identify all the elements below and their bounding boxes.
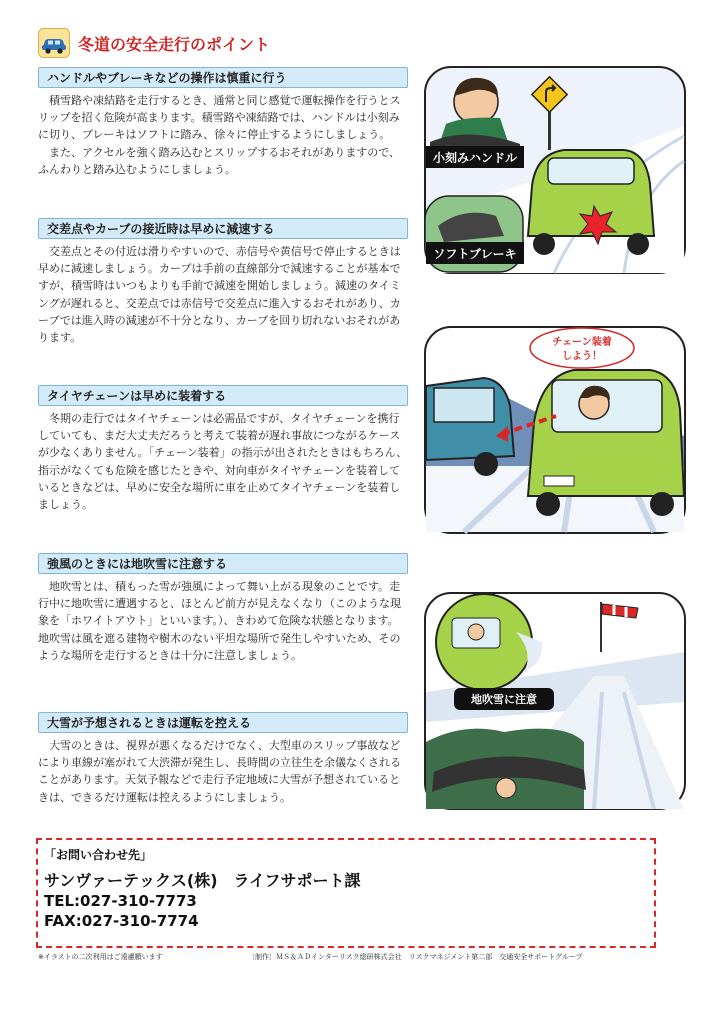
- section-heading: 大雪が予想されるときは運転を控える: [38, 712, 408, 733]
- section-body: [38, 737, 408, 806]
- page-title-bar: [38, 28, 338, 60]
- section-ground-blizzard: [38, 553, 408, 664]
- section-body: [38, 410, 408, 513]
- bubble-text: しよう！: [562, 351, 602, 362]
- illustration-tire-chain: [424, 326, 686, 534]
- contact-box: [36, 838, 656, 948]
- illustration-label: 小刻みハンドル: [432, 151, 518, 165]
- speech-bubble: [530, 328, 634, 368]
- section-paragraph: 地吹雪とは、積もった雪が強風によって舞い上がる現象のことです。走行中に地吹雪に遭遇すると、ほとんど前方が見えなくなり（このような現象を「ホワイトアウト」といいます。）、きわめて危険な状態となります。地吹雪は風を遮る建物や樹木のない平坦な場所で発生しやすいため、そのような場所を走行するときは十分に注意しましょう。: [38, 580, 401, 662]
- section-heading: 強風のときには地吹雪に注意する: [38, 553, 408, 574]
- green-car: [528, 370, 684, 516]
- footer-note: ※イラストの二次利用はご遠慮願います: [38, 953, 163, 961]
- section-paragraph: 大雪のときは、視界が悪くなるだけでなく、大型車のスリップ事故などにより車線が塞がれて大渋滞が発生し、長時間の立往生を余儀なくされることがあります。天気予報などで走行予定地域に大雪が予想されているときは、できるだけ運転は控えるようにしましょう。: [38, 739, 401, 804]
- contact-fax: FAX:027-310-7774: [44, 912, 199, 930]
- contact-tel: TEL:027-310-7773: [44, 892, 197, 910]
- car-icon: [38, 28, 70, 58]
- section-heading: ハンドルやブレーキなどの操作は慎重に行う: [38, 67, 408, 88]
- illustration-label: 地吹雪に注意: [471, 693, 537, 706]
- illustration-ground-blizzard: [424, 592, 686, 810]
- section-paragraph: 交差点とその付近は滑りやすいので、赤信号や黄信号で停止するときは早めに減速しましょう。カーブは手前の直線部分で減速することが基本ですが、積雪時はいつもよりも手前で減速を開始しましょう。減速のタイミングが遅れると、交差点では赤信号で交差点に進入するおそれがあり、カーブでは進入時の減速が不十分となり、カーブを回り切れないおそれがあります。: [38, 245, 401, 345]
- section-paragraph: 冬期の走行ではタイヤチェーンは必需品ですが、タイヤチェーンを携行していても、まだ大丈夫だろうと考えて装着が遅れ事故につながるケースが少なくありません。「チェーン装着」の指示が出されたときはもちろん、指示がなくても危険を感じたときや、対向車がタイヤチェーンを装着しているときなどは、早めに安全な場所に車を止めてタイヤチェーンを装着しましょう。: [38, 412, 408, 512]
- section-body: [38, 243, 408, 346]
- section-heavy-snow: [38, 712, 408, 806]
- section-paragraph: また、アクセルを強く踏み込むとスリップするおそれがありますので、ふんわりと踏み込むようにしましょう。: [38, 145, 401, 176]
- bubble-text: チェーン装着: [552, 337, 612, 348]
- illustration-label: ソフトブレーキ: [433, 247, 517, 261]
- contact-company: サンヴァーテックス(株) ライフサポート課: [44, 871, 361, 890]
- section-tire-chain: [38, 385, 408, 513]
- section-handling: [38, 67, 408, 178]
- section-body: [38, 578, 408, 664]
- illustration-steering-braking: [424, 66, 686, 274]
- contact-label: 「お問い合わせ先」: [44, 848, 153, 862]
- section-body: [38, 92, 408, 178]
- section-slowdown: [38, 218, 408, 346]
- section-heading: タイヤチェーンは早めに装着する: [38, 385, 408, 406]
- footer-credit: 〔制作〕ＭＳ＆ＡＤインターリスク総研株式会社 リスクマネジメント第二部 交通安全サポートグループ: [248, 953, 583, 961]
- section-paragraph: 積雪路や凍結路を走行するとき、通常と同じ感覚で運転操作を行うとスリップを招く危険が高まります。積雪路や凍結路では、ハンドルは小刻みに切り、ブレーキはソフトに踏み、徐々に停止するようにしましょう。: [38, 94, 401, 142]
- section-heading: 交差点やカーブの接近時は早めに減速する: [38, 218, 408, 239]
- page-title: 冬道の安全走行のポイント: [78, 35, 271, 54]
